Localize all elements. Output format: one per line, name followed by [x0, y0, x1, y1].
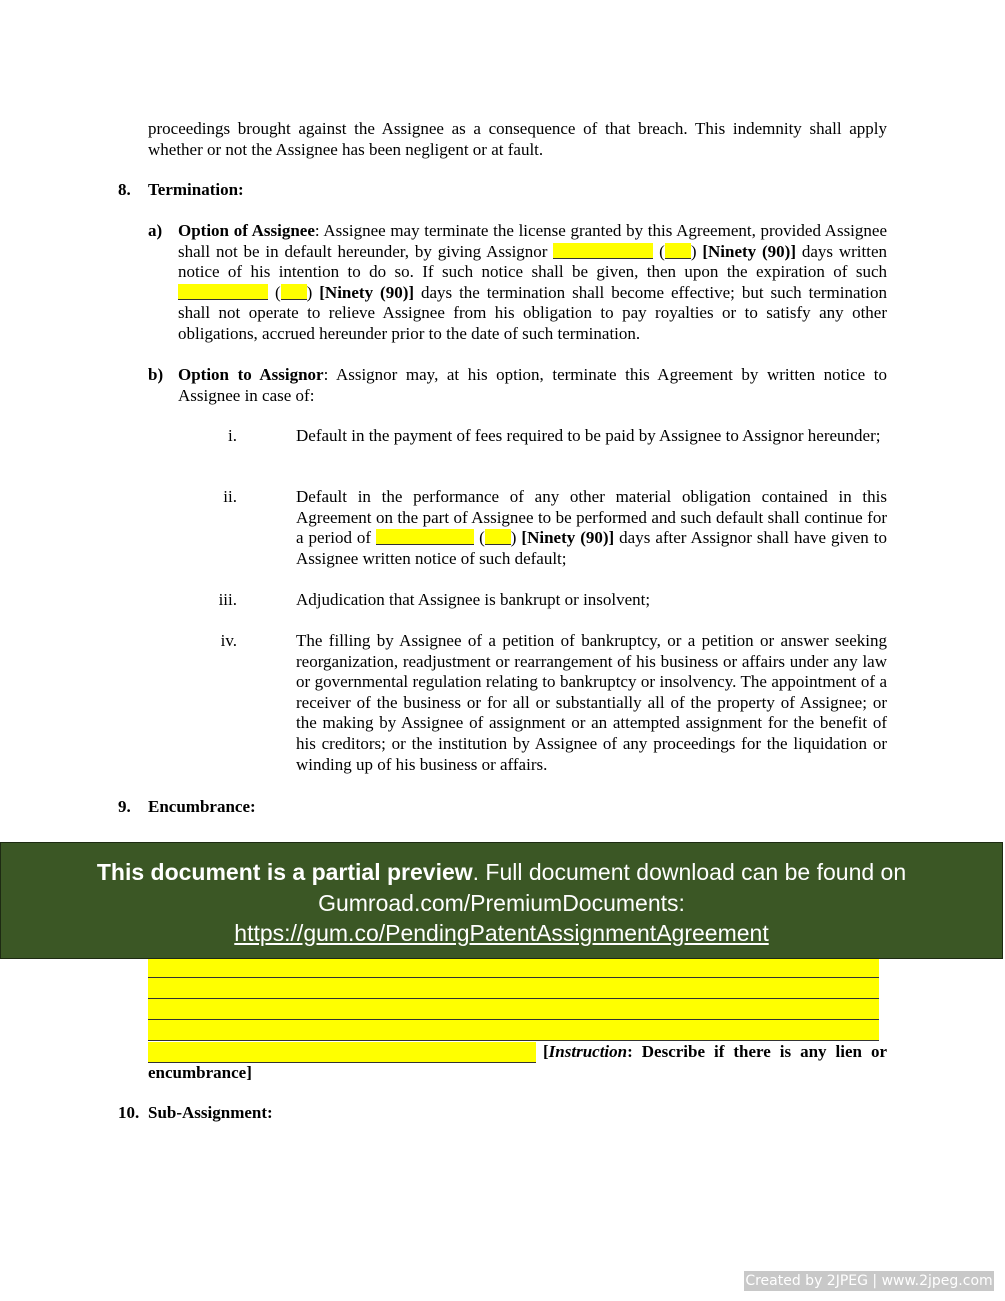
item-i-text [296, 426, 887, 447]
item-ii-text [296, 487, 887, 569]
fill-in-blank[interactable] [376, 529, 474, 545]
section-8-number: 8. [118, 180, 131, 199]
text: : Assignee may terminate the license granted by this Agreement, provided Assignee shall not be in default hereunder, by giving Assignor [178, 221, 887, 261]
download-link[interactable]: https://gum.co/PendingPatentAssignmentAgreement [234, 920, 769, 946]
item-ii-numeral: ii. [223, 487, 237, 506]
text: ) [510, 528, 522, 548]
preview-banner [0, 842, 1003, 959]
section-10-title: Sub-Assignment: [148, 1103, 273, 1122]
fill-in-blank[interactable] [553, 243, 653, 259]
text: ) [690, 241, 703, 261]
fill-in-line[interactable] [148, 1020, 879, 1041]
text: ( [653, 241, 665, 261]
fill-in-line[interactable] [148, 999, 879, 1020]
bold-text: [Ninety (90)] [319, 282, 415, 302]
text: proceedings brought against the Assignee as a consequence of that breach. This indemnity shall apply whether or not the Assignee has been negligent or at fault. [148, 119, 887, 159]
intro-paragraph [148, 119, 887, 160]
text: ( [268, 282, 281, 302]
item-iv-numeral: iv. [220, 631, 237, 650]
section-9-title: Encumbrance: [148, 797, 256, 816]
item-iii-numeral: iii. [218, 590, 237, 609]
fill-in-blank[interactable] [281, 284, 307, 300]
fill-in-blank[interactable] [665, 243, 691, 259]
fill-in-line[interactable] [148, 978, 879, 999]
text: Default in the payment of fees required to be paid by Assignee to Assignor hereunder; [296, 426, 881, 445]
text: days after Assignor shall have given to Assignee written notice of such default; [296, 528, 888, 568]
clause-a-option-of-assignee [178, 221, 887, 345]
fill-in-line[interactable] [148, 957, 879, 978]
text: : Assignor may, at his option, terminate this Agreement by written notice to Assignee in case of: [178, 365, 887, 405]
text: ( [474, 528, 485, 548]
watermark: Created by 2JPEG | www.2jpeg.com [745, 1273, 993, 1289]
clause-a-label: a) [148, 221, 163, 240]
section-9-number: 9. [118, 797, 131, 816]
text: days written notice of his intention to do so. If such notice shall be given, then upon the expiration of such [178, 241, 887, 282]
bold-text: Option to Assignor [178, 365, 324, 384]
fill-in-blank[interactable] [178, 284, 268, 300]
bold-text: [Ninety (90)] [521, 528, 615, 548]
banner-text: . Full document download can be found on Gumroad.com/PremiumDocuments: [318, 859, 907, 916]
text: ) [306, 282, 320, 302]
text: The filling by Assignee of a petition of bankruptcy, or a petition or answer seeking reorganization, readjustment or rearrangement of his business or affairs under any law or governmental regulation relating to bankruptcy or insolvency. The appointment of a receiver of the business or for all or substantially all of the property of Assignee; or the making by Assignee of assignment or an attempted assignment for the benefit of his creditors; or the institution by Assignee of any proceedings for the liquidation or winding up of his business or affairs. [296, 631, 887, 774]
bold-text: [Ninety (90)] [702, 241, 796, 261]
item-i-numeral: i. [228, 426, 237, 445]
fill-in-blank[interactable] [485, 529, 511, 545]
text: Default in the performance of any other material obligation contained in this Agreement on the part of Assignee to be performed and such default shall continue for a period of [296, 487, 887, 548]
clause-b-label: b) [148, 365, 164, 384]
section-8-title: Termination: [148, 180, 244, 199]
instruction-label: Instruction [548, 1042, 628, 1061]
item-iv-text [296, 631, 887, 775]
section-10-number: 10. [118, 1103, 140, 1122]
text: days the termination shall become effective; but such termination shall not operate to relieve Assignee from his obligation to pay royalties or to satisfy any other obligations, accrued hereunder prior to the date of such termination. [178, 282, 887, 343]
bold-text: Option of Assignee [178, 221, 315, 240]
instruction-text: : Describe if there is any lien or encumbrance] [148, 1042, 887, 1082]
banner-bold-text: This document is a partial preview [96, 859, 473, 885]
item-iii-text [296, 590, 887, 611]
clause-b-option-to-assignor [178, 365, 887, 406]
text: Adjudication that Assignee is bankrupt or insolvent; [296, 590, 651, 609]
instruction-note [148, 1042, 887, 1083]
bracket: [ [543, 1042, 549, 1061]
